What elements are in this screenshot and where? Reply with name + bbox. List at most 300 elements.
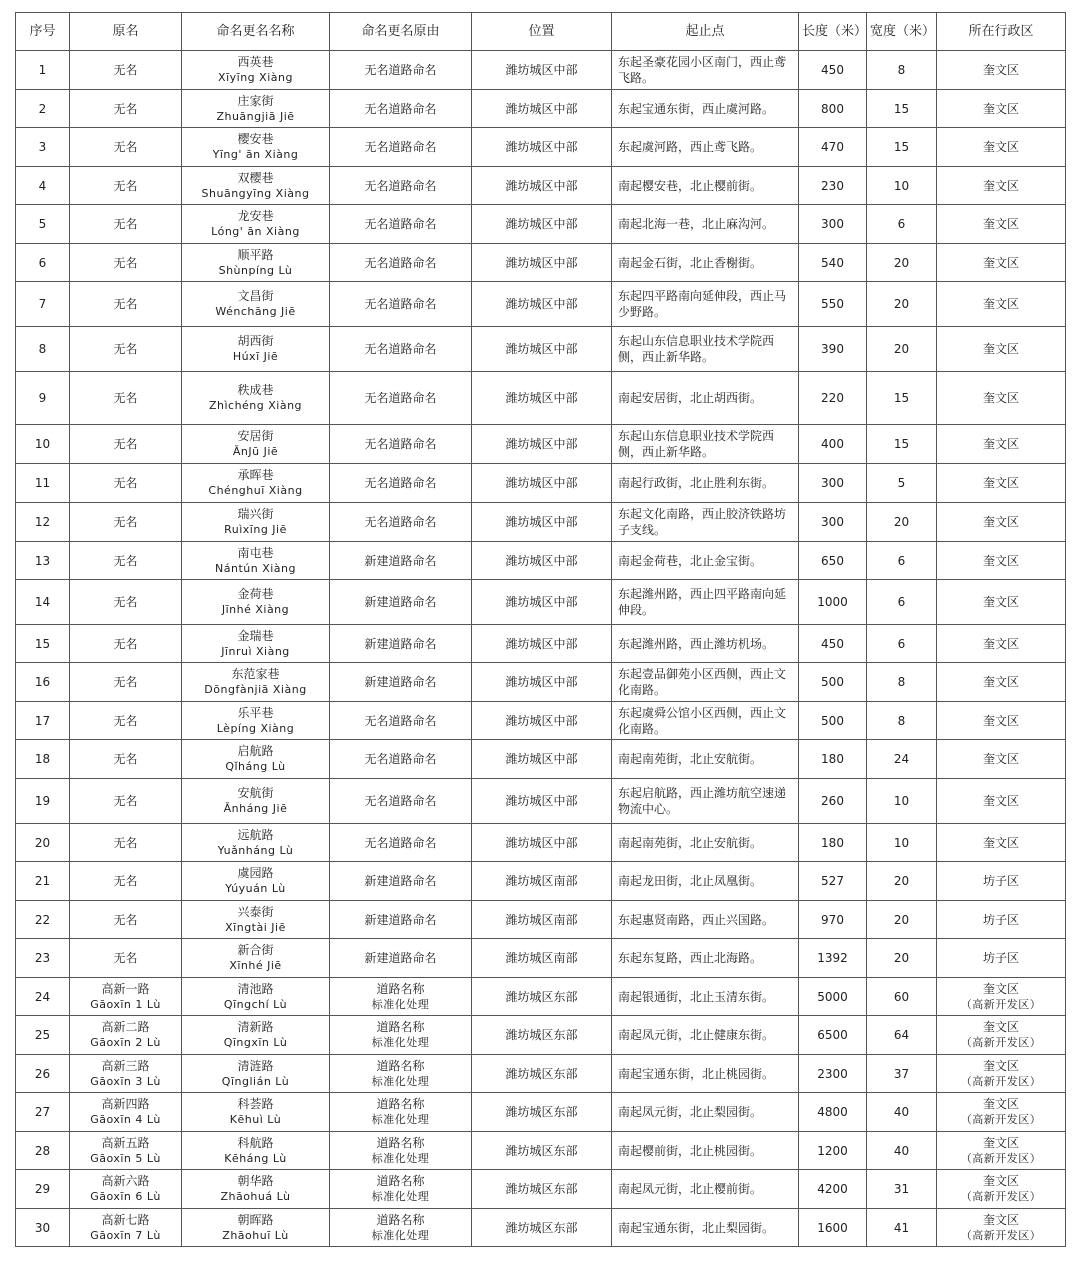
cell-new-name-subtext: Xīnhé Jiē [229, 959, 282, 972]
cell-district-text: 奎文区 [982, 140, 1019, 154]
cell-endpoints-text: 南起南苑街，北止安航街。 [618, 752, 763, 766]
cell-district [937, 901, 1066, 939]
cell-length-text: 180 [821, 752, 844, 766]
cell-width-text: 20 [893, 912, 910, 927]
cell-new-name-text: 乐平巷 [237, 705, 274, 720]
cell-length-text: 1600 [817, 1220, 848, 1235]
table-row [16, 978, 1066, 1016]
cell-endpoints-text: 南起凤元街，北止梨园街。 [618, 1105, 763, 1119]
cell-reason-text: 无名道路命名 [364, 255, 437, 270]
road-naming-table [15, 12, 1066, 1247]
cell-new-name [182, 128, 330, 167]
table-row [16, 167, 1066, 205]
cell-no [16, 503, 70, 542]
cell-location-text: 潍坊城区中部 [505, 835, 578, 850]
cell-location-text: 潍坊城区中部 [505, 515, 578, 529]
cell-district-text: 坊子区 [982, 874, 1019, 888]
cell-new-name [182, 663, 330, 702]
cell-endpoints-text: 东起虞舜公馆小区西侧，西止文化南路。 [618, 705, 787, 736]
cell-new-name-subtext: Zhìchéng Xiàng [208, 399, 303, 412]
cell-new-name [182, 1170, 330, 1209]
cell-reason-text: 新建道路命名 [364, 951, 437, 965]
cell-original-name [70, 542, 182, 580]
table-row [16, 862, 1066, 901]
cell-district [937, 740, 1066, 779]
cell-no-text: 30 [34, 1220, 51, 1235]
cell-district-subtext: （高新开发区） [960, 1074, 1042, 1088]
cell-reason-text: 道路名称 [376, 1058, 425, 1073]
cell-no [16, 327, 70, 372]
cell-district [937, 90, 1066, 128]
cell-reason-subtext: 标准化处理 [371, 1190, 430, 1203]
cell-original-name [70, 824, 182, 862]
cell-length-text: 300 [821, 515, 844, 529]
cell-length-text: 220 [821, 391, 844, 405]
cell-length-text: 4800 [817, 1105, 848, 1119]
cell-width [867, 824, 937, 862]
cell-length [799, 327, 867, 372]
cell-endpoints [612, 1209, 799, 1247]
cell-reason [330, 1170, 472, 1209]
cell-district-text: 奎文区 [982, 1212, 1019, 1227]
cell-endpoints-text: 南起宝通东街，北止桃园街。 [618, 1066, 775, 1081]
cell-new-name-subtext: Yuǎnháng Lù [217, 843, 294, 857]
cell-district-text: 奎文区 [982, 1058, 1019, 1073]
table-row [16, 740, 1066, 779]
cell-width-text: 6 [897, 217, 906, 231]
cell-district-text: 奎文区 [982, 1174, 1019, 1188]
cell-reason [330, 51, 472, 90]
table-row [16, 244, 1066, 282]
cell-reason-text: 无名道路命名 [364, 794, 437, 808]
cell-district [937, 824, 1066, 862]
cell-endpoints-text: 东起启航路，西止潍坊航空速递物流中心。 [618, 786, 787, 816]
cell-new-name-text: 樱安巷 [237, 132, 274, 146]
cell-location [472, 1209, 612, 1247]
cell-no-text: 29 [34, 1182, 51, 1196]
cell-width-text: 15 [893, 140, 910, 154]
cell-district [937, 1132, 1066, 1170]
cell-width-text: 6 [897, 553, 906, 568]
cell-no-text: 18 [34, 752, 51, 766]
cell-district [937, 327, 1066, 372]
cell-district [937, 51, 1066, 90]
cell-reason-text: 无名道路命名 [364, 437, 437, 451]
cell-length-text: 1000 [817, 595, 848, 609]
cell-length [799, 663, 867, 702]
table-row [16, 663, 1066, 702]
cell-original-name [70, 205, 182, 244]
cell-new-name-subtext: Chénghuī Xiàng [208, 484, 303, 497]
cell-location [472, 824, 612, 862]
cell-no-text: 7 [38, 297, 47, 311]
cell-location-text: 潍坊城区中部 [505, 178, 578, 193]
cell-width [867, 740, 937, 779]
cell-no-text: 25 [34, 1028, 51, 1042]
cell-reason-text: 无名道路命名 [364, 835, 437, 850]
cell-endpoints-text: 南起安居街，北止胡西街。 [618, 391, 763, 405]
cell-reason-text: 新建道路命名 [364, 553, 437, 568]
cell-length [799, 939, 867, 978]
table-row [16, 939, 1066, 978]
cell-endpoints [612, 128, 799, 167]
cell-reason-text: 新建道路命名 [364, 636, 437, 651]
cell-endpoints-text: 东起四平路南向延伸段，西止马少野路。 [618, 289, 787, 319]
table-header-row [16, 13, 1066, 51]
cell-new-name-subtext: Ruìxīng Jiē [224, 523, 287, 536]
cell-endpoints [612, 425, 799, 464]
cell-endpoints [612, 901, 799, 939]
cell-location-text: 潍坊城区中部 [505, 437, 578, 451]
cell-endpoints-text: 南起樱安巷，北止樱前街。 [618, 178, 763, 193]
cell-new-name [182, 1055, 330, 1093]
cell-new-name [182, 862, 330, 901]
cell-district-subtext: （高新开发区） [960, 1036, 1042, 1049]
cell-reason [330, 372, 472, 425]
cell-width [867, 779, 937, 824]
cell-length [799, 740, 867, 779]
cell-reason [330, 503, 472, 542]
cell-width-text: 41 [893, 1220, 910, 1235]
cell-new-name-text: 金荷巷 [237, 587, 274, 601]
table-row [16, 372, 1066, 425]
cell-new-name-text: 顺平路 [237, 247, 274, 262]
cell-width-text: 40 [893, 1143, 910, 1158]
cell-no-text: 11 [34, 476, 51, 490]
table-row [16, 901, 1066, 939]
cell-width-text: 20 [893, 342, 910, 356]
header-no: 序号 [16, 13, 70, 51]
cell-location [472, 1093, 612, 1132]
cell-original-name-subtext: Gāoxīn 7 Lù [90, 1228, 161, 1242]
cell-location [472, 327, 612, 372]
cell-location [472, 167, 612, 205]
header-new-name: 命名更名名称 [182, 13, 330, 51]
cell-location-text: 潍坊城区中部 [505, 476, 578, 490]
cell-new-name-text: 兴泰街 [237, 904, 274, 919]
cell-original-name [70, 90, 182, 128]
cell-original-name-text: 无名 [113, 476, 138, 490]
cell-endpoints-text: 东起山东信息职业技术学院西侧，西止新华路。 [618, 334, 775, 364]
cell-original-name-text: 无名 [113, 794, 138, 808]
cell-new-name [182, 425, 330, 464]
cell-district [937, 1016, 1066, 1055]
cell-location [472, 372, 612, 425]
cell-original-name [70, 244, 182, 282]
cell-reason [330, 128, 472, 167]
cell-original-name-text: 无名 [113, 713, 138, 728]
cell-district-subtext: （高新开发区） [960, 997, 1042, 1011]
cell-new-name-subtext: Yúyuán Lù [225, 882, 286, 895]
cell-width-text: 6 [897, 595, 906, 609]
cell-original-name-text: 无名 [113, 342, 138, 356]
cell-location-text: 潍坊城区中部 [505, 255, 578, 270]
cell-width-text: 20 [893, 255, 910, 270]
cell-location-text: 潍坊城区中部 [505, 794, 578, 808]
cell-location [472, 625, 612, 663]
cell-endpoints [612, 663, 799, 702]
cell-new-name-subtext: Qǐháng Lù [225, 760, 286, 773]
cell-original-name-text: 无名 [113, 874, 138, 888]
cell-location [472, 1016, 612, 1055]
cell-length [799, 51, 867, 90]
cell-district [937, 128, 1066, 167]
cell-district [937, 580, 1066, 625]
cell-location-text: 潍坊城区东部 [505, 989, 578, 1004]
cell-endpoints [612, 1132, 799, 1170]
cell-original-name-text: 无名 [113, 297, 138, 311]
cell-no [16, 90, 70, 128]
cell-new-name-text: 远航路 [237, 827, 274, 842]
cell-reason [330, 327, 472, 372]
cell-new-name-text: 启航路 [237, 744, 274, 758]
cell-endpoints-text: 南起行政街，北止胜利东街。 [618, 476, 775, 490]
cell-length-text: 260 [821, 794, 844, 808]
cell-new-name-subtext: Qīngxīn Lù [223, 1036, 288, 1049]
cell-no [16, 862, 70, 901]
cell-district-text: 奎文区 [982, 1020, 1019, 1034]
cell-location [472, 862, 612, 901]
cell-new-name [182, 779, 330, 824]
cell-location-text: 潍坊城区中部 [505, 391, 578, 405]
cell-reason [330, 167, 472, 205]
cell-endpoints [612, 372, 799, 425]
cell-original-name-text: 无名 [113, 391, 138, 405]
cell-no [16, 464, 70, 503]
cell-width [867, 702, 937, 740]
cell-location [472, 425, 612, 464]
cell-reason-text: 新建道路命名 [364, 595, 437, 609]
cell-district [937, 1170, 1066, 1209]
cell-original-name-text: 高新一路 [101, 981, 150, 996]
cell-original-name-text: 高新七路 [101, 1212, 150, 1227]
cell-endpoints [612, 978, 799, 1016]
cell-width [867, 1209, 937, 1247]
cell-location [472, 90, 612, 128]
cell-length [799, 542, 867, 580]
cell-original-name-text: 高新五路 [101, 1135, 150, 1150]
cell-original-name-text: 无名 [113, 101, 138, 116]
cell-original-name [70, 740, 182, 779]
cell-no [16, 282, 70, 327]
cell-no [16, 244, 70, 282]
cell-district-subtext: （高新开发区） [960, 1190, 1042, 1203]
table-row [16, 128, 1066, 167]
cell-new-name-subtext: Jīnhé Xiàng [221, 603, 290, 616]
cell-new-name [182, 625, 330, 663]
cell-endpoints [612, 740, 799, 779]
cell-new-name [182, 939, 330, 978]
cell-new-name [182, 978, 330, 1016]
cell-location-text: 潍坊城区东部 [505, 1066, 578, 1081]
cell-length [799, 901, 867, 939]
cell-length-text: 2300 [817, 1066, 848, 1081]
cell-reason-text: 无名道路命名 [364, 391, 437, 405]
cell-no [16, 978, 70, 1016]
cell-no-text: 20 [34, 835, 51, 850]
table-row [16, 503, 1066, 542]
cell-new-name-subtext: Xīngtài Jiē [225, 920, 286, 934]
cell-district-text: 奎文区 [982, 342, 1019, 356]
cell-length [799, 1055, 867, 1093]
cell-endpoints-text: 东起宝通东街，西止虞河路。 [618, 101, 775, 116]
cell-new-name [182, 282, 330, 327]
cell-new-name-text: 东范家巷 [231, 667, 280, 681]
cell-original-name-text: 无名 [113, 178, 138, 193]
cell-original-name [70, 1055, 182, 1093]
cell-reason-text: 无名道路命名 [364, 476, 437, 490]
cell-width [867, 542, 937, 580]
cell-endpoints-text: 南起北海一巷，北止麻沟河。 [618, 217, 775, 231]
cell-original-name [70, 663, 182, 702]
cell-district-text: 奎文区 [982, 636, 1019, 651]
cell-location-text: 潍坊城区东部 [505, 1105, 578, 1119]
cell-length-text: 970 [821, 912, 844, 927]
cell-width [867, 1055, 937, 1093]
table-row [16, 1209, 1066, 1247]
cell-district-text: 奎文区 [982, 101, 1019, 116]
cell-width-text: 15 [893, 437, 910, 451]
cell-width [867, 663, 937, 702]
cell-length-text: 5000 [817, 989, 848, 1004]
cell-no-text: 8 [38, 342, 47, 356]
cell-length [799, 580, 867, 625]
cell-new-name [182, 702, 330, 740]
cell-length-text: 230 [821, 178, 844, 193]
cell-original-name [70, 282, 182, 327]
cell-reason-text: 新建道路命名 [364, 675, 437, 689]
cell-new-name-text: 金瑞巷 [237, 628, 274, 643]
cell-width [867, 939, 937, 978]
cell-new-name-text: 龙安巷 [237, 209, 274, 223]
header-reason: 命名更名原由 [330, 13, 472, 51]
cell-reason-text: 新建道路命名 [364, 874, 437, 888]
cell-endpoints-text: 南起樱前街，北止桃园街。 [618, 1143, 763, 1158]
cell-original-name-text: 无名 [113, 515, 138, 529]
cell-length [799, 167, 867, 205]
cell-new-name [182, 372, 330, 425]
cell-district [937, 1093, 1066, 1132]
cell-original-name-text: 无名 [113, 835, 138, 850]
road-naming-table-container [15, 12, 1065, 1247]
cell-new-name-text: 科航路 [237, 1135, 274, 1150]
cell-new-name-subtext: Dōngfànjiā Xiàng [204, 683, 307, 696]
cell-district-text: 奎文区 [982, 794, 1019, 808]
cell-endpoints [612, 244, 799, 282]
table-body [16, 51, 1066, 1247]
cell-no [16, 1055, 70, 1093]
cell-length-text: 450 [821, 63, 844, 77]
cell-location-text: 潍坊城区东部 [505, 1182, 578, 1196]
cell-district-text: 奎文区 [982, 1135, 1019, 1150]
cell-endpoints [612, 167, 799, 205]
cell-no [16, 901, 70, 939]
cell-reason-text: 新建道路命名 [364, 912, 437, 927]
cell-length-text: 4200 [817, 1182, 848, 1196]
cell-new-name-subtext: Nántún Xiàng [215, 561, 296, 575]
cell-location-text: 潍坊城区中部 [505, 342, 578, 356]
cell-district-text: 奎文区 [982, 981, 1019, 996]
cell-endpoints-text: 南起龙田街，北止凤凰街。 [618, 874, 763, 888]
cell-no [16, 1016, 70, 1055]
cell-reason [330, 663, 472, 702]
cell-new-name-text: 瑞兴街 [237, 507, 274, 521]
cell-width-text: 37 [893, 1066, 910, 1081]
cell-length-text: 6500 [817, 1028, 848, 1042]
cell-original-name-subtext: Gāoxīn 1 Lù [90, 997, 161, 1011]
cell-length-text: 470 [821, 140, 844, 154]
cell-reason-text: 道路名称 [376, 1097, 425, 1111]
table-row [16, 464, 1066, 503]
cell-length-text: 527 [821, 874, 844, 888]
cell-district [937, 425, 1066, 464]
cell-reason [330, 1132, 472, 1170]
cell-width [867, 167, 937, 205]
cell-reason [330, 1016, 472, 1055]
cell-length [799, 425, 867, 464]
cell-district-text: 奎文区 [982, 217, 1019, 231]
cell-location-text: 潍坊城区东部 [505, 1143, 578, 1158]
cell-reason [330, 740, 472, 779]
cell-district-text: 奎文区 [982, 476, 1019, 490]
cell-new-name-subtext: Shùnpíng Lù [218, 263, 293, 277]
cell-location [472, 542, 612, 580]
cell-reason-text: 无名道路命名 [364, 63, 437, 77]
cell-location [472, 580, 612, 625]
cell-width-text: 20 [893, 951, 910, 965]
cell-length-text: 300 [821, 476, 844, 490]
cell-reason [330, 580, 472, 625]
cell-length [799, 824, 867, 862]
cell-endpoints-text: 南起金荷巷，北止金宝街。 [618, 553, 763, 568]
cell-no-text: 28 [34, 1143, 51, 1158]
cell-original-name [70, 503, 182, 542]
cell-reason [330, 901, 472, 939]
cell-length-text: 450 [821, 636, 844, 651]
cell-location [472, 740, 612, 779]
cell-original-name-text: 无名 [113, 752, 138, 766]
cell-new-name [182, 1209, 330, 1247]
cell-length [799, 282, 867, 327]
cell-district-text: 奎文区 [982, 675, 1019, 689]
cell-no-text: 6 [38, 255, 47, 270]
cell-reason [330, 702, 472, 740]
header-endpoints: 起止点 [612, 13, 799, 51]
cell-width [867, 90, 937, 128]
cell-reason-text: 道路名称 [376, 1135, 425, 1150]
cell-no [16, 1170, 70, 1209]
cell-new-name-text: 双樱巷 [237, 170, 274, 185]
cell-original-name [70, 464, 182, 503]
cell-district [937, 542, 1066, 580]
cell-location-text: 潍坊城区南部 [505, 951, 578, 965]
cell-new-name [182, 503, 330, 542]
cell-new-name [182, 205, 330, 244]
cell-width [867, 1093, 937, 1132]
table-row [16, 205, 1066, 244]
cell-no [16, 580, 70, 625]
cell-no [16, 542, 70, 580]
cell-no-text: 22 [34, 912, 51, 927]
cell-no-text: 3 [38, 140, 47, 154]
cell-new-name-subtext: Jīnruì Xiàng [221, 644, 290, 658]
cell-new-name-subtext: Kēháng Lù [224, 1151, 287, 1165]
cell-endpoints [612, 779, 799, 824]
cell-length-text: 1392 [817, 951, 848, 965]
cell-location [472, 205, 612, 244]
cell-endpoints [612, 1016, 799, 1055]
cell-district [937, 625, 1066, 663]
